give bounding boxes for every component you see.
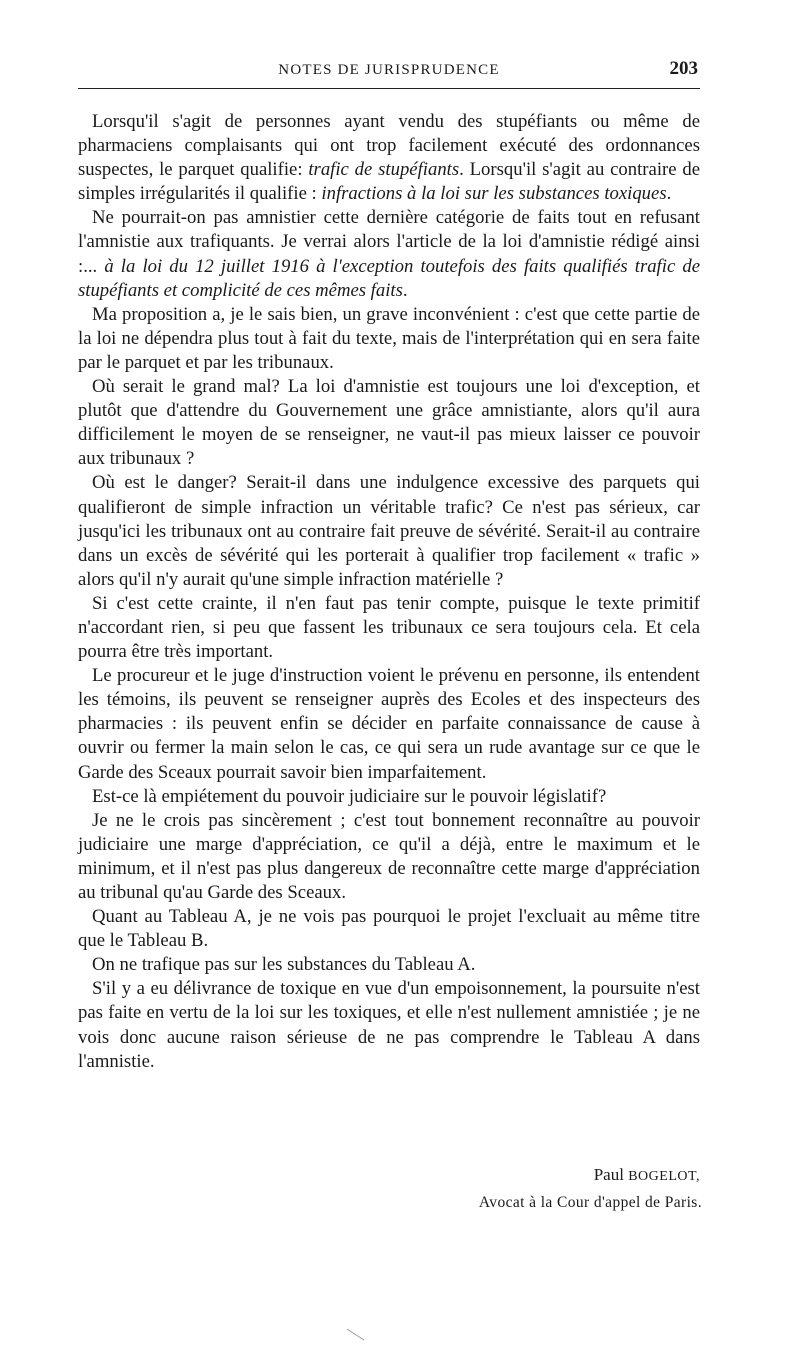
paragraph: [78, 592, 700, 664]
text-run: . Lorsqu'il s'agit au contraire de simples irrégularités il qualifie :: [78, 159, 700, 205]
signature-block: [78, 1162, 702, 1216]
paragraph: [78, 375, 700, 471]
text-run: Je ne le crois pas sincèrement ; c'est tout bonnement reconnaître au pouvoir judiciaire une marge d'appréciation, ce qu'il a déjà, entre le maximum et le minimum, et il n'est pas plus dangereux de reconnaître cette marge d'appréciation au tribunal qu'au Garde des Sceaux.: [78, 809, 700, 903]
page-number: 203: [669, 58, 698, 79]
text-run: .: [402, 279, 408, 301]
text-run: Ne pourrait-on pas amnistier cette dernière catégorie de faits tout en refusant l'amnistie aux trafiquants. Je verrai alors l'article de la loi d'amnistie rédigé ainsi :...: [78, 207, 700, 277]
text-run: S'il y a eu délivrance de toxique en vue d'un empoisonnement, la poursuite n'est pas faite en vertu de la loi sur les toxiques, et elle n'est nullement amnistiée ; je ne vois donc aucune raison sérieuse de ne pas comprendre le Tableau A dans l'amnistie.: [78, 978, 700, 1072]
text-run: Le procureur et le juge d'instruction voient le prévenu en personne, ils entendent les témoins, ils peuvent se renseigner auprès des Ecoles et des inspecteurs des pharmacies : ils peuvent enfin se décider en parfaite connaissance de cause à ouvrir ou fermer la main selon le cas, ce qui sera un rude avantage sur ce que le Garde des Sceaux pourrait savoir bien imparfaitement.: [78, 665, 700, 783]
text-run: Si c'est cette crainte, il n'en faut pas tenir compte, puisque le texte primitif n'accordant rien, si peu que fassent les tribunaux ce sera toujours cela. Et cela pourra être très important.: [78, 592, 700, 663]
author-surname: BOGELOT,: [628, 1169, 700, 1184]
author-first-name: Paul: [593, 1165, 624, 1184]
text-run: On ne trafique pas sur les substances du Tableau A.: [92, 954, 476, 976]
running-title: NOTES DE JURISPRUDENCE: [278, 62, 500, 78]
page-header: [78, 58, 700, 89]
paragraph: [78, 905, 700, 953]
paragraph: [78, 953, 700, 977]
author-name: [78, 1162, 702, 1190]
paragraph: [78, 664, 700, 784]
paragraph: [78, 303, 700, 375]
text-run: Est-ce là empiétement du pouvoir judiciaire sur le pouvoir législatif?: [92, 785, 607, 807]
body-text: [78, 110, 700, 1074]
text-run: Ma proposition a, je le sais bien, un grave inconvénient : c'est que cette partie de la loi ne dépendra plus tout à fait du texte, mais de l'interprétation qui en sera faite par le parquet et par les tribunaux.: [78, 303, 700, 373]
paragraph: [78, 110, 700, 206]
author-affiliation: Avocat à la Cour d'appel de Paris.: [478, 1194, 702, 1211]
paragraph: [78, 809, 700, 905]
paragraph: [78, 206, 700, 302]
text-run: .: [666, 183, 672, 205]
text-run: Lorsqu'il s'agit de personnes ayant vendu des stupéfiants ou même de pharmaciens complaisants qui ont trop facilement exécuté des ordonnances suspectes, le parquet qualifie:: [78, 111, 700, 181]
paragraph: [78, 785, 700, 809]
text-run: Quant au Tableau A, je ne vois pas pourquoi le projet l'excluait au même titre que le Tableau B.: [78, 906, 700, 952]
paragraph: [78, 977, 700, 1073]
stray-pen-mark: [346, 1328, 366, 1342]
italic-text: trafic de stupéfiants: [308, 159, 460, 181]
text-run: Où est le danger? Serait-il dans une indulgence excessive des parquets qui qualifieront de simple infraction un véritable trafic? Ce n'est pas sérieux, car jusqu'ici les tribunaux ont au contraire fait preuve de sévérité. Serait-il au contraire dans un excès de sévérité qui les porterait à qualifier trop facilement « trafic » alors qu'il n'y aurait qu'une simple infraction matérielle ?: [78, 472, 700, 590]
italic-text: infractions à la loi sur les substances toxiques: [321, 183, 667, 205]
paragraph: [78, 471, 700, 591]
italic-text: à la loi du 12 juillet 1916 à l'exception toutefois des faits qualifiés trafic de stupéfiants et complicité de ces mêmes faits: [78, 255, 700, 301]
text-run: Où serait le grand mal? La loi d'amnistie est toujours une loi d'exception, et plutôt que d'attendre du Gouvernement une grâce amnistiante, alors qu'il aura difficilement le moyen de se renseigner, ne vaut-il pas mieux laisser ce pouvoir aux tribunaux ?: [78, 376, 700, 470]
